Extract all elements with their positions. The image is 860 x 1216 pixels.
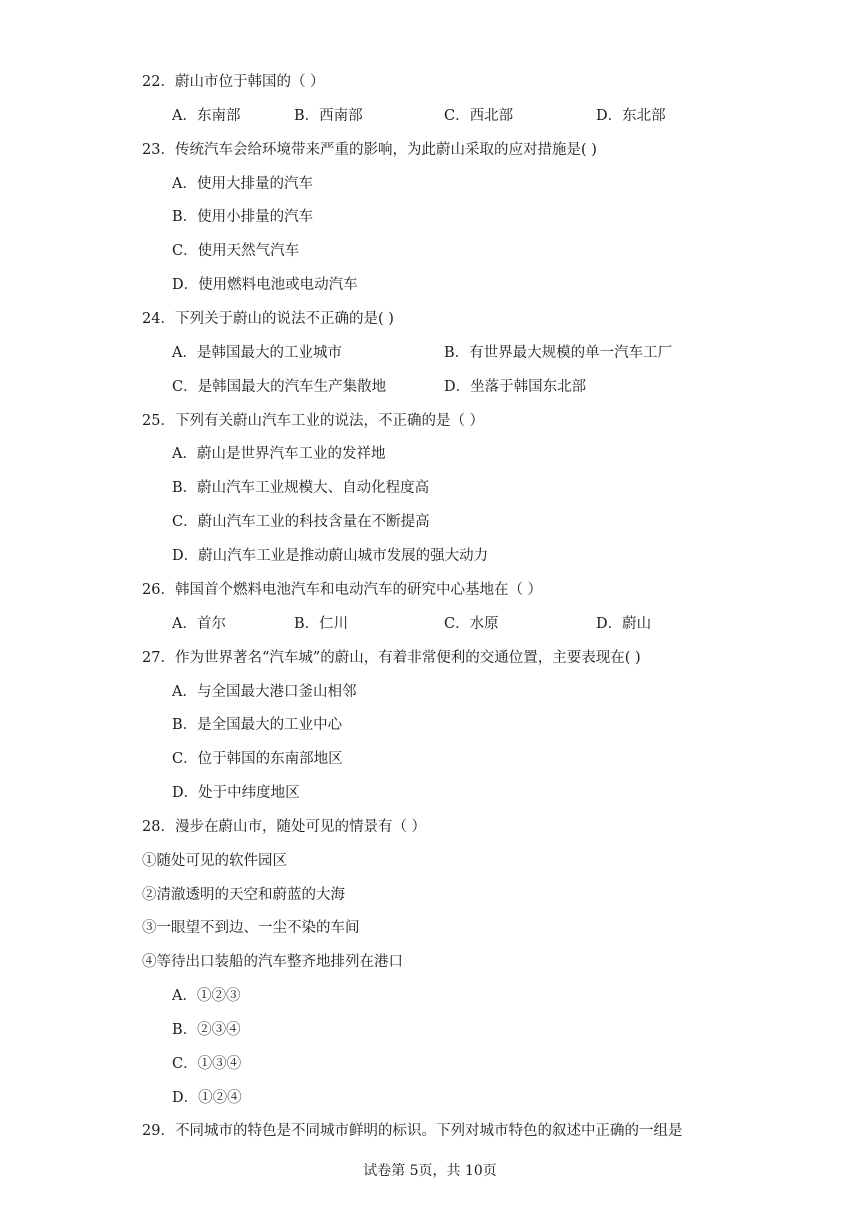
- question-27-option-a: A．与全国最大港口釜山相邻: [172, 684, 357, 700]
- question-24-stem: 24．下列关于蔚山的说法不正确的是( ): [142, 311, 394, 327]
- question-23-option-a: A．使用大排量的汽车: [172, 176, 313, 192]
- question-25-option-d: D．蔚山汽车工业是推动蔚山城市发展的强大动力: [172, 548, 489, 564]
- question-24-option-d: D．坐落于韩国东北部: [444, 379, 587, 395]
- question-25-option-b: B．蔚山汽车工业规模大、自动化程度高: [172, 480, 430, 496]
- question-26-option-a: A．首尔: [172, 616, 226, 632]
- question-22-option-a: A．东南部: [172, 108, 241, 124]
- question-26-stem: 26．韩国首个燃料电池汽车和电动汽车的研究中心基地在（ ）: [142, 582, 543, 598]
- question-24-option-c: C．是韩国最大的汽车生产集散地: [172, 379, 387, 395]
- question-28-item-2: ②清澈透明的天空和蔚蓝的大海: [142, 887, 345, 903]
- question-22-option-b: B．西南部: [294, 108, 363, 124]
- question-27-option-c: C．位于韩国的东南部地区: [172, 751, 343, 767]
- question-27-option-d: D．处于中纬度地区: [172, 785, 300, 801]
- question-22-option-d: D．东北部: [596, 108, 666, 124]
- question-28-option-c: C．①③④: [172, 1056, 242, 1072]
- question-23-option-b: B．使用小排量的汽车: [172, 209, 314, 225]
- question-27-option-b: B．是全国最大的工业中心: [172, 717, 343, 733]
- question-24-option-b: B．有世界最大规模的单一汽车工厂: [444, 345, 673, 361]
- question-28-option-a: A．①②③: [172, 988, 241, 1004]
- question-26-option-d: D．蔚山: [596, 616, 652, 632]
- question-26-option-b: B．仁川: [294, 616, 349, 632]
- question-28-option-b: B．②③④: [172, 1022, 241, 1038]
- question-23-option-d: D．使用燃料电池或电动汽车: [172, 277, 358, 293]
- page-footer: 试卷第 5页，共 10页: [363, 1163, 497, 1179]
- question-27-stem: 27．作为世界著名“汽车城”的蔚山，有着非常便利的交通位置，主要表现在( ): [142, 650, 641, 666]
- question-25-stem: 25．下列有关蔚山汽车工业的说法，不正确的是（ ）: [142, 413, 485, 429]
- question-28-stem: 28．漫步在蔚山市，随处可见的情景有（ ）: [142, 819, 427, 835]
- question-23-stem: 23．传统汽车会给环境带来严重的影响，为此蔚山采取的应对措施是( ): [142, 142, 597, 158]
- question-24-option-a: A．是韩国最大的工业城市: [172, 345, 342, 361]
- question-29-stem: 29．不同城市的特色是不同城市鲜明的标识。下列对城市特色的叙述中正确的一组是: [142, 1123, 683, 1139]
- question-22-option-c: C．西北部: [444, 108, 514, 124]
- question-26-option-c: C．水原: [444, 616, 499, 632]
- question-28-item-4: ④等待出口装船的汽车整齐地排列在港口: [142, 954, 403, 970]
- question-22-stem: 22．蔚山市位于韩国的（ ）: [142, 74, 325, 90]
- question-28-item-1: ①随处可见的软件园区: [142, 853, 287, 869]
- question-25-option-a: A．蔚山是世界汽车工业的发祥地: [172, 446, 386, 462]
- question-28-option-d: D．①②④: [172, 1090, 242, 1106]
- question-25-option-c: C．蔚山汽车工业的科技含量在不断提高: [172, 514, 430, 530]
- question-28-item-3: ③一眼望不到边、一尘不染的车间: [142, 920, 360, 936]
- question-23-option-c: C．使用天然气汽车: [172, 243, 300, 259]
